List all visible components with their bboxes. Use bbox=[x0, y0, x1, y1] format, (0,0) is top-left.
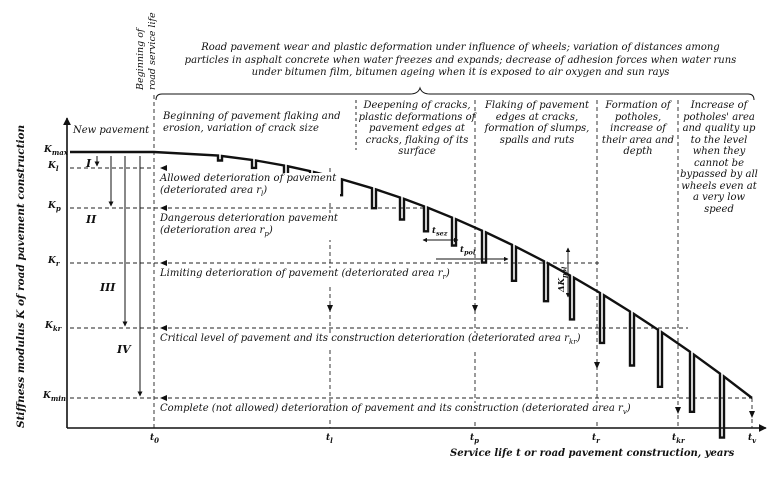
label-kr: $K_r$ bbox=[48, 256, 60, 268]
arrow-tr bbox=[594, 362, 600, 369]
label-kp: $K_p$ bbox=[48, 201, 61, 213]
arrow-kl bbox=[160, 165, 167, 171]
phase-5: Increase of potholes' area and quality up to the level when they cannot be bypassed by all wheels even at a very low speed bbox=[680, 100, 758, 215]
arrow-kp bbox=[160, 205, 167, 211]
zone-arrows bbox=[97, 156, 140, 396]
label-kmin: $K_{min}$ bbox=[43, 391, 66, 403]
arrow-kkr bbox=[160, 325, 167, 331]
text-complete: Complete (not allowed) deterioration of pavement and its construction (deteriorated area $r_v$) bbox=[160, 403, 631, 419]
tick-tr: $t_r$ bbox=[592, 433, 600, 445]
arrow-tkr bbox=[675, 407, 681, 414]
tick-tp: $t_p$ bbox=[470, 433, 480, 445]
arrow-tv bbox=[749, 411, 755, 418]
y-axis-title: Stiffness modulus K of road pavement construction bbox=[15, 124, 27, 428]
label-dk: $\Delta K_{pol}$ bbox=[557, 266, 569, 292]
arrow-kr bbox=[160, 260, 167, 266]
arrow-kmin bbox=[160, 395, 167, 401]
tick-tv: $t_v$ bbox=[748, 433, 757, 445]
tick-tl: $t_l$ bbox=[326, 433, 333, 445]
text-dangerous: Dangerous deterioration pavement (deterioration area $r_p$) bbox=[160, 213, 370, 240]
service-life-label-2: road service life bbox=[147, 12, 158, 90]
tick-tkr: $t_{kr}$ bbox=[672, 433, 685, 445]
service-life-label-1: Beginning of bbox=[135, 28, 146, 90]
label-kl: $K_l$ bbox=[48, 161, 59, 173]
zone-label-i: I bbox=[86, 157, 92, 170]
zone-label-ii: II bbox=[86, 213, 97, 226]
phase-1: Beginning of pavement flaking and erosion, variation of crack size bbox=[163, 111, 341, 134]
phase-2: Deepening of cracks, plastic deformations of pavement edges at cracks, flaking of its surface bbox=[358, 100, 476, 157]
label-kmax: $K_{max}$ bbox=[44, 145, 68, 157]
text-critical: Critical level of pavement and its construction deterioration (deteriorated area $r_{kr}$) bbox=[160, 333, 580, 349]
arrow-tl bbox=[327, 305, 333, 312]
phase-4: Formation of potholes, increase of their area and depth bbox=[601, 100, 675, 157]
label-kkr: $K_{kr}$ bbox=[45, 321, 62, 333]
zone-label-iv: IV bbox=[117, 343, 131, 356]
x-axis-title: Service life t or road pavement construction, years bbox=[450, 448, 735, 459]
label-tsez: $t_{sez}$ bbox=[432, 226, 448, 238]
top-note: Road pavement wear and plastic deformation under influence of wheels; variation of distances among particles in asphalt concrete when water freezes and expands; decrease of adhesion forces when water runs under bitumen film, bitumen ageing when it is exposed to air oxygen and sun rays bbox=[184, 42, 737, 78]
arrow-tp bbox=[472, 305, 478, 312]
top-bracket bbox=[156, 88, 754, 100]
new-pavement-label: New pavement bbox=[73, 125, 150, 136]
phase-3: Flaking of pavement edges at cracks, formation of slumps, spalls and ruts bbox=[484, 100, 590, 146]
zone-label-iii: III bbox=[100, 281, 116, 294]
tick-t0: $t_0$ bbox=[150, 433, 160, 445]
text-limiting: Limiting deterioration of pavement (deteriorated area $r_r$) bbox=[160, 268, 450, 284]
label-tpol: $t_{pol}$ bbox=[460, 245, 476, 257]
text-allowed: Allowed deterioration of pavement (deteriorated area $r_l$) bbox=[160, 173, 340, 200]
